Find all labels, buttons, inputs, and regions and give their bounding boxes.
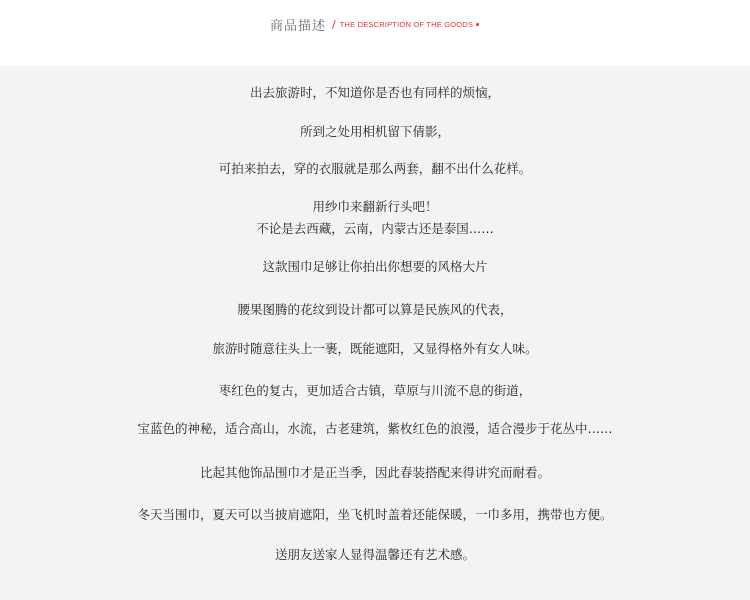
description-line: 冬天当围巾，夏天可以当披肩遮阳，坐飞机时盖着还能保暖，一巾多用，携带也方便。	[137, 507, 613, 522]
description-line: 宝蓝色的神秘，适合高山，水流，古老建筑，紫枚红色的浪漫，适合漫步于花丛中……	[137, 421, 613, 436]
section-title: 商品描述	[270, 19, 327, 34]
description-line: 旅游时随意往头上一裹，既能遮阳，又显得格外有女人味。	[212, 341, 538, 356]
description-line: 所到之处用相机留下倩影，	[299, 124, 450, 139]
description-panel	[0, 66, 750, 600]
description-line: 可拍来拍去，穿的衣服就是那么两套，翻不出什么花样。	[218, 161, 532, 176]
description-line: 出去旅游时，不知道你是否也有同样的烦恼，	[249, 85, 500, 100]
description-line: 枣红色的复古，更加适合古镇，草原与川流不息的街道，	[218, 383, 532, 398]
slash-divider-icon: /	[332, 18, 336, 31]
description-line: 这款围巾足够让你拍出你想要的风格大片	[262, 259, 488, 274]
section-subtitle: THE DESCRIPTION OF THE GOODS	[339, 20, 474, 29]
description-line: 不论是去西藏，云南，内蒙古还是泰国……	[256, 221, 494, 236]
description-line: 腰果图腾的花纹到设计都可以算是民族风的代表，	[237, 302, 513, 317]
description-line: 用纱巾来翻新行头吧！	[312, 199, 438, 214]
header-title-row	[270, 15, 479, 34]
dot-icon	[476, 23, 479, 26]
section-header	[0, 0, 750, 66]
description-line: 送朋友送家人显得温馨还有艺术感。	[274, 547, 475, 562]
description-line: 比起其他饰品围巾才是正当季，因此春装搭配来得讲究而耐看。	[199, 465, 550, 480]
